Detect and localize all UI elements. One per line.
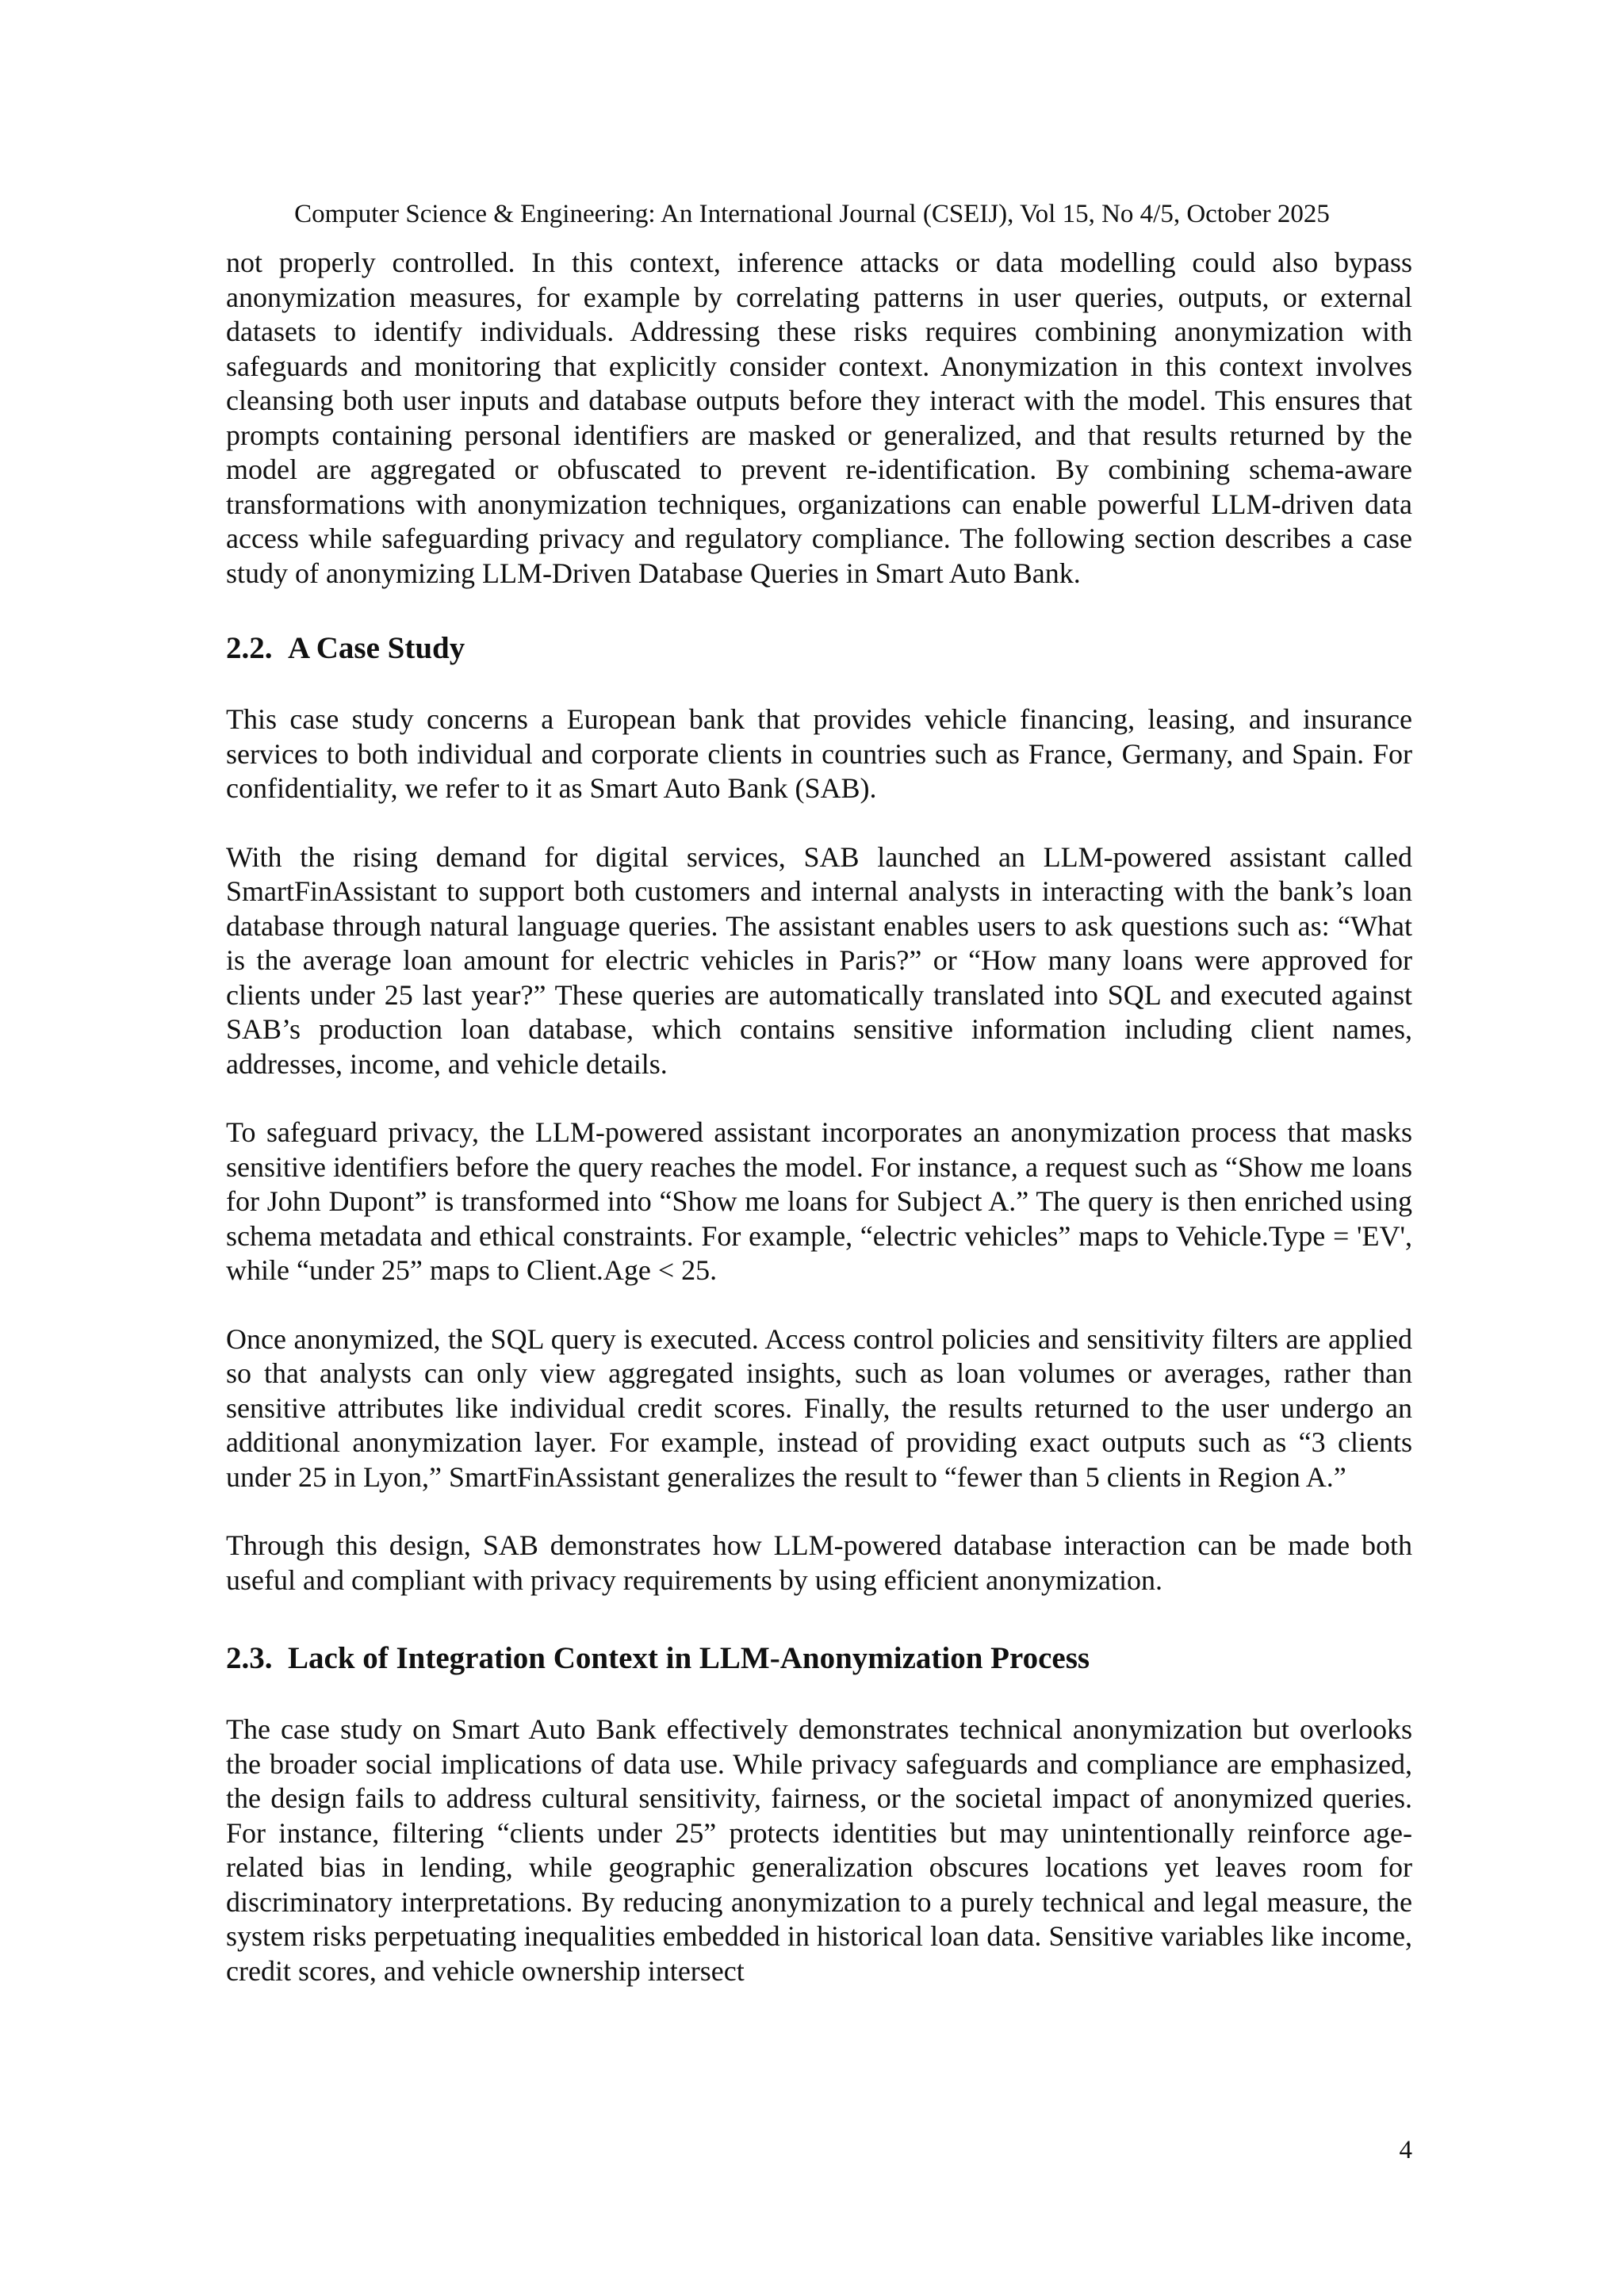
running-header: Computer Science & Engineering: An International Journal (CSEIJ), Vol 15, No 4/5, October 2025: [294, 200, 1330, 228]
section-title: A Case Study: [288, 631, 465, 665]
section-number: 2.3.: [226, 1641, 273, 1675]
section-title: Lack of Integration Context in LLM-Anonymization Process: [288, 1641, 1090, 1675]
page-number: 4: [1399, 2136, 1412, 2164]
paragraph: Once anonymized, the SQL query is executed. Access control policies and sensitivity filters are applied so that analysts can only view aggregated insights, such as loan volumes or averages, rather than sensitive attributes like individual credit scores. Finally, the results returned to the user undergo an additional anonymization layer. For example, instead of providing exact outputs such as “3 clients under 25 in Lyon,” SmartFinAssistant generalizes the result to “fewer than 5 clients in Region A.”: [226, 1322, 1412, 1493]
paragraph: The case study on Smart Auto Bank effectively demonstrates technical anonymization but overlooks the broader social implications of data use. While privacy safeguards and compliance are emphasized, the design fails to address cultural sensitivity, fairness, or the societal impact of anonymized queries. For instance, filtering “clients under 25” protects identities but may unintentionally reinforce age-related bias in lending, while geographic generalization obscures locations yet leaves room for discriminatory interpretations. By reducing anonymization to a purely technical and legal measure, the system risks perpetuating inequalities embedded in historical loan data. Sensitive variables like income, credit scores, and vehicle ownership intersect: [226, 1713, 1412, 1987]
section-number: 2.2.: [226, 631, 273, 665]
paragraph: Through this design, SAB demonstrates how LLM-powered database interaction can be made both useful and compliant with privacy requirements by using efficient anonymization.: [226, 1529, 1412, 1596]
section-heading-2-3: [226, 1640, 1412, 1677]
page-body: [226, 246, 1412, 1988]
section-heading-2-2: [226, 630, 1412, 667]
paragraph: This case study concerns a European bank that provides vehicle financing, leasing, and insurance services to both individual and corporate clients in countries such as France, Germany, and Spain. For confidentiality, we refer to it as Smart Auto Bank (SAB).: [226, 703, 1412, 804]
paragraph-continuation: not properly controlled. In this context, inference attacks or data modelling could also bypass anonymization measures, for example by correlating patterns in user queries, outputs, or external datasets to identify individuals. Addressing these risks requires combining anonymization with safeguards and monitoring that explicitly consider context. Anonymization in this context involves cleansing both user inputs and database outputs before they interact with the model. This ensures that prompts containing personal identifiers are masked or generalized, and that results returned by the model are aggregated or obfuscated to prevent re-identification. By combining schema-aware transformations with anonymization techniques, organizations can enable powerful LLM-driven data access while safeguarding privacy and regulatory compliance. The following section describes a case study of anonymizing LLM-Driven Database Queries in Smart Auto Bank.: [226, 247, 1412, 589]
paragraph: With the rising demand for digital services, SAB launched an LLM-powered assistant called SmartFinAssistant to support both customers and internal analysts in interacting with the bank’s loan database through natural language queries. The assistant enables users to ask questions such as: “What is the average loan amount for electric vehicles in Paris?” or “How many loans were approved for clients under 25 last year?” These queries are automatically translated into SQL and executed against SAB’s production loan database, which contains sensitive information including client names, addresses, income, and vehicle details.: [226, 840, 1412, 1080]
paragraph: To safeguard privacy, the LLM-powered assistant incorporates an anonymization process that masks sensitive identifiers before the query reaches the model. For instance, a request such as “Show me loans for John Dupont” is transformed into “Show me loans for Subject A.” The query is then enriched using schema metadata and ethical constraints. For example, “electric vehicles” maps to Vehicle.Type = 'EV', while “under 25” maps to Client.Age < 25.: [226, 1116, 1412, 1286]
